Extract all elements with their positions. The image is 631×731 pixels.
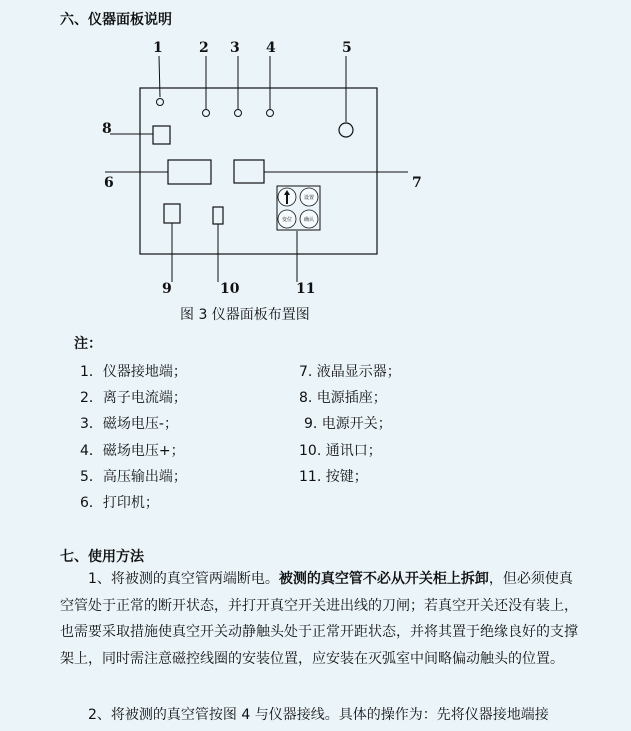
note-item-9: 9. 电源开关； xyxy=(304,416,392,432)
lcd-display xyxy=(234,160,264,183)
ground-terminal xyxy=(157,99,164,106)
note-item-4: 4．磁场电压+； xyxy=(80,443,185,459)
paragraph-2: 2、将被测的真空管按图 4 与仪器接线。具体的操作为：先将仪器接地端接 xyxy=(88,707,549,723)
figure-caption: 图 3 仪器面板布置图 xyxy=(180,307,310,323)
callout-10: 10 xyxy=(220,281,240,296)
magnetic-voltage-plus-terminal xyxy=(267,110,274,117)
note-item-1: 1．仪器接地端； xyxy=(80,364,187,380)
callout-3: 3 xyxy=(230,40,240,56)
keypad-set-label: 设置 xyxy=(303,195,315,201)
note-item-7: 7. 液晶显示器； xyxy=(299,364,401,380)
callout-8: 8 xyxy=(102,121,112,137)
note-item-11: 11. 按键； xyxy=(299,469,368,485)
note-item-6: 6．打印机； xyxy=(80,495,159,511)
note-item-10: 10. 通讯口； xyxy=(299,443,382,459)
notes-title: 注： xyxy=(74,336,102,352)
ion-current-terminal xyxy=(203,110,210,117)
section-7-heading: 七、使用方法 xyxy=(60,549,144,565)
paragraph-1-emphasis: 被测的真空管不必从开关柜上拆卸 xyxy=(278,571,489,587)
section-6-heading: 六、仪器面板说明 xyxy=(60,12,172,28)
paragraph-1-start: 1、将被测的真空管两端断电。 xyxy=(88,571,279,587)
callout-11: 11 xyxy=(296,281,316,296)
keypad-shift-label: 变位 xyxy=(281,217,293,223)
callout-1: 1 xyxy=(153,40,163,56)
paragraph-1-rest: ，但必须使真空管处于正常的断开状态，并打开真空开关进出线的刀闸；若真空开关还没有装上，也需要采取措施使真空开关动静触头处于正常开距状态，并将其置于绝缘良好的支撑架上，同时需注意磁控线圈的安装位置，应安装在灭弧室中间略偏动触头的位置。 xyxy=(60,571,578,667)
note-item-8: 8. 电源插座； xyxy=(299,390,387,406)
callout-9: 9 xyxy=(162,281,172,296)
power-socket xyxy=(153,126,170,144)
callout-6: 6 xyxy=(104,175,114,191)
magnetic-voltage-minus-terminal xyxy=(235,110,242,117)
note-item-5: 5．高压输出端； xyxy=(80,469,187,485)
callout-7: 7 xyxy=(412,175,422,191)
printer xyxy=(168,160,211,184)
hv-output-terminal xyxy=(339,123,353,137)
keypad-confirm-label: 确认 xyxy=(303,217,315,223)
power-switch xyxy=(164,204,180,223)
callout-4: 4 xyxy=(266,40,276,56)
callout-2: 2 xyxy=(199,40,209,56)
note-item-3: 3．磁场电压-； xyxy=(80,416,178,432)
comm-port xyxy=(213,207,223,224)
callout-5: 5 xyxy=(342,40,352,56)
paragraph-1 xyxy=(60,566,580,672)
instrument-panel-diagram xyxy=(0,34,631,296)
note-item-2: 2．离子电流端； xyxy=(80,390,187,406)
